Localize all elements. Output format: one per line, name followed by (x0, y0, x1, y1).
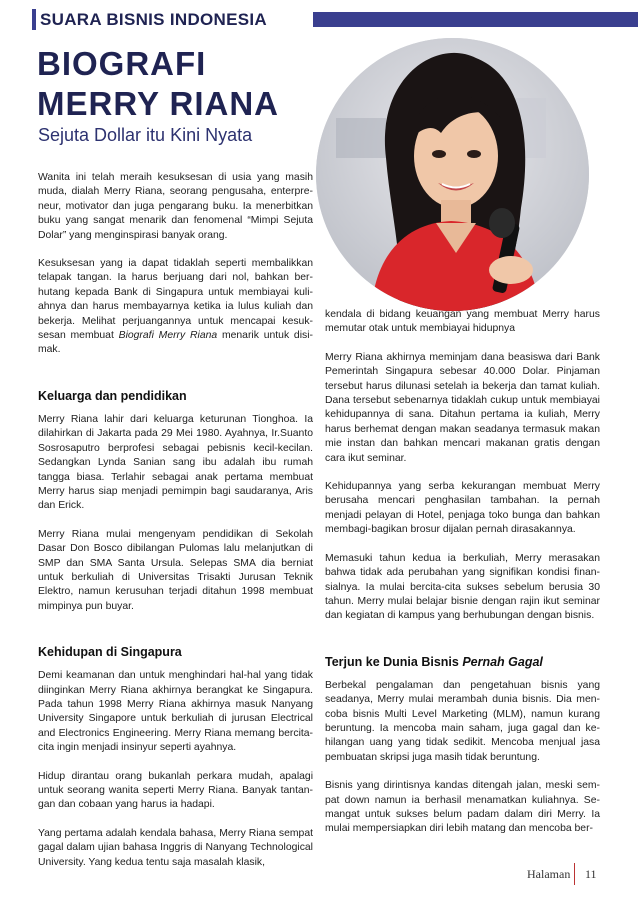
title-line-1: BIOGRAFI (37, 45, 207, 82)
page-subtitle: Sejuta Dollar itu Kini Nyata (38, 125, 253, 145)
singapore-paragraph-1: Demi keamanan dan untuk menghindari hal-hal yang tidak diinginkan Merry Riana akhirnya berangkat ke Singapura. Pada tahun 1998 Merry Riana akhirnya masuk Nanyang University Singapore untuk berkuliah di jurusan Electrical and Electronics Engineering. Merry Riana memang bercita-cita ingin menjadi insinyur seperti ayahnya. (38, 670, 313, 754)
title-line-2: MERRY RIANA (37, 85, 280, 122)
magazine-name: SUARA BISNIS INDONESIA (40, 10, 267, 29)
left-column (38, 171, 313, 884)
heading-business-text: Terjun ke Dunia Bisnis (325, 654, 463, 669)
footer-page-number: 11 (585, 867, 597, 881)
heading-singapore: Kehidupan di Singapura (38, 645, 182, 660)
section-spacer (325, 638, 600, 655)
heading-family: Keluarga dan pendidikan (38, 388, 187, 403)
page-title (37, 44, 279, 124)
paragraph-struggle (38, 257, 313, 358)
heading-business-italic: Pernah Gagal (462, 654, 543, 669)
family-paragraph-2: Merry Riana mulai mengenyam pendidikan di Sekolah Dasar Don Bosco dibilangan Pulomas lalu melanjutkan di SMP dan SMA Santa Ursula. Selepas SMA dia berniat untuk berkuliah di Universitas Trisakti Jurusan Teknik Elektro, namun kerusuhan terjadi ditahun 1998 membuat mimpinya pun buyar. (38, 528, 313, 612)
struggle-text-b: menarik untuk disimak. (38, 330, 313, 356)
footer-page-label: Halaman (527, 867, 571, 881)
struggle-text-a: Kesuksesan yang ia dapat tidaklah seperti membalikkan telapak tangan. Ia harus berjuang dari nol, bahkan berhutang kepada Bank di Singapura untuk membiayai kuliahnya dan harus membayarnya ketika ia lulus kuliah dan bekerja. Melihat perjuangannya untuk mencapai kesuksesan membuat (38, 258, 313, 342)
footer-divider (574, 863, 575, 885)
singapore-paragraph-2: Hidup dirantau orang bukanlah perkara mudah, apalagi untuk seorang wanita seperti Merry Riana. Banyak tantangan dan cobaan yang harus ia hadapi. (38, 770, 313, 811)
family-paragraph-1: Merry Riana lahir dari keluarga keturunan Tionghoa. Ia dilahirkan di Jakarta pada 29 Mei 1980. Ayahnya, Ir.Suanto Sosrosaputro berprofesi sebagai pebisnis kecil-kecilan. Sedangkan Lynda Sanian sang ibu adalah ibu rumah tangga biasa. Terlahir sebagai anak pertama membuat Merry harus siap menjadi pemimpin bagi saudaranya, Aris dan Erick. (38, 413, 313, 512)
singapore-paragraph-3: Yang pertama adalah kendala bahasa, Merry Riana sempat gagal dalam ujian bahasa Inggris di Nanyang Technological University. Yang kedua tentu saja masalah klasik, (38, 827, 313, 868)
section-spacer (38, 628, 313, 645)
right-paragraph-2: Merry Riana akhirnya meminjam dana beasiswa dari Bank Pemerintah Singapura sebesar 40.000 Dolar. Pinjaman tersebut harus dilunasi setelah ia bekerja dan tamat kuliah. Dana tersebut sebenarnya tidaklah cukup untuk membiayai kehidupannya di sana. Ditahun pertama ia kuliah, Merry harus berhemat dengan makan seadanya termasuk makan mie instan dan bahkan mencari makanan gratis dengan cara ikut seminar. (325, 351, 600, 464)
portrait-illustration (316, 38, 589, 311)
section-spacer (38, 372, 313, 389)
business-paragraph-1: Berbekal pengalaman dan pengetahuan bisnis yang seadanya, Merry mulai merambah dunia bisnis. Dia mencoba bisnis Multi Level Marketing (MLM), namun kurang beruntung. Ia mencoba main saham, juga gagal dan kehilangan uang yang tidak sedikit. Mencoba menjual jasa pembuatan skripsi juga masih tidak beruntung. (325, 679, 600, 763)
right-paragraph-3: Kehidupannya yang serba kekurangan membuat Merry berusaha mencari penghasilan tambahan. Ia pernah menjadi pelayan di Hotel, penjaga toko bunga dan bahkan membagi-bagikan brosur dijalan pernah dirasakannya. (325, 481, 600, 536)
right-column (325, 308, 600, 851)
header-accent-bar (32, 9, 36, 30)
right-paragraph-1: kendala di bidang keuangan yang membuat Merry harus memutar otak untuk membiayai hidupnya (325, 309, 600, 335)
header-color-band (313, 12, 638, 27)
heading-business (325, 655, 600, 670)
struggle-text-italic: Biografi Merry Riana (118, 330, 218, 342)
business-paragraph-2: Bisnis yang dirintisnya kandas ditengah jalan, meski sempat down namun ia berhasil menamatkan kuliahnya. Semangat untuk sukses belum padam dalam diri Merry. Ia mulai mempersiapkan diri lebih matang dan mencoba ber- (325, 780, 600, 835)
portrait-photo (316, 38, 589, 311)
intro-paragraph: Wanita ini telah meraih kesuksesan di usia yang masih muda, dialah Merry Riana, seorang pengusaha, enterpreneur, motivator dan juga pengarang buku. Ia menerbitkan buku yang sangat menarik dan fenomenal “Mimpi Sejuta Dolar” yang menginspirasi banyak orang. (38, 172, 313, 241)
right-paragraph-4: Memasuki tahun kedua ia berkuliah, Merry merasakan bahwa tidak ada perubahan yang signifikan kondisi finansialnya. Ia mulai bercita-cita sukses sebelum berusia 30 tahun. Merry mulai belajar bisnie dengan rajin ikut seminar dan kegiatan di kampus yang berhubungan dengan bisnis. (325, 552, 600, 622)
